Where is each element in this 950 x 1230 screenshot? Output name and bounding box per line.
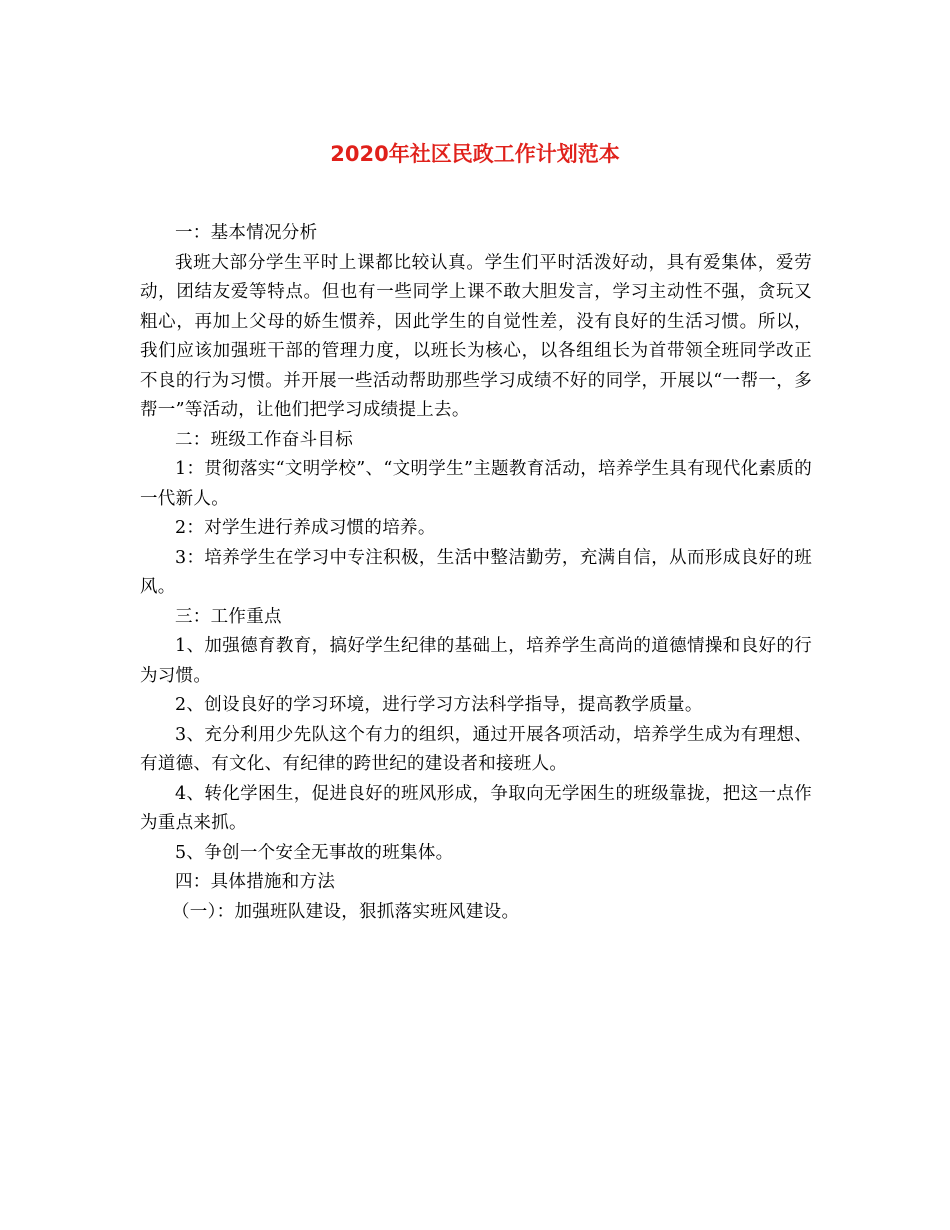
paragraph-basic-analysis: 我班大部分学生平时上课都比较认真。学生们平时活泼好动，具有爱集体，爱劳动，团结友爱等特点。但也有一些同学上课不敢大胆发言，学习主动性不强，贪玩又粗心，再加上父母的娇生惯养，因此学生的自觉性差，没有良好的生活习惯。所以，我们应该加强班干部的管理力度，以班长为核心，以各组组长为首带领全班同学改正不良的行为习惯。并开展一些活动帮助那些学习成绩不好的同学，开展以“一帮一，多帮一”等活动，让他们把学习成绩提上去。 <box>140 252 812 420</box>
section-heading-basic-analysis: 一：基本情况分析 <box>175 223 318 243</box>
paragraph-focus-3: 3、充分利用少先队这个有力的组织，通过开展各项活动，培养学生成为有理想、有道德、有文化、有纪律的跨世纪的建设者和接班人。 <box>140 724 812 774</box>
paragraph-goal-2: 2：对学生进行养成习惯的培养。 <box>175 518 436 538</box>
paragraph-focus-5: 5、争创一个安全无事故的班集体。 <box>175 842 454 863</box>
document-title: 2020年社区民政工作计划范本 <box>330 142 620 166</box>
paragraph-focus-2: 2、创设良好的学习环境，进行学习方法科学指导，提高教学质量。 <box>175 695 703 715</box>
paragraph-focus-1: 1、加强德育教育，搞好学生纪律的基础上，培养学生高尚的道德情操和良好的行为习惯。 <box>140 636 812 686</box>
paragraph-focus-4: 4、转化学困生，促进良好的班风形成，争取向无学困生的班级靠拢，把这一点作为重点来抓。 <box>140 783 812 833</box>
paragraph-goal-1: 1：贯彻落实“文明学校”、“文明学生”主题教育活动，培养学生具有现代化素质的一代新人。 <box>140 459 812 509</box>
section-heading-measures: 四：具体措施和方法 <box>175 872 336 892</box>
paragraph-measure-1: （一）：加强班队建设，狠抓落实班风建设。 <box>172 901 520 922</box>
paragraph-goal-3: 3：培养学生在学习中专注积极，生活中整洁勤劳，充满自信，从而形成良好的班风。 <box>140 547 812 597</box>
section-heading-work-focus: 三：工作重点 <box>175 606 282 627</box>
section-heading-class-goals: 二：班级工作奋斗目标 <box>175 429 353 450</box>
document-body <box>140 219 812 927</box>
